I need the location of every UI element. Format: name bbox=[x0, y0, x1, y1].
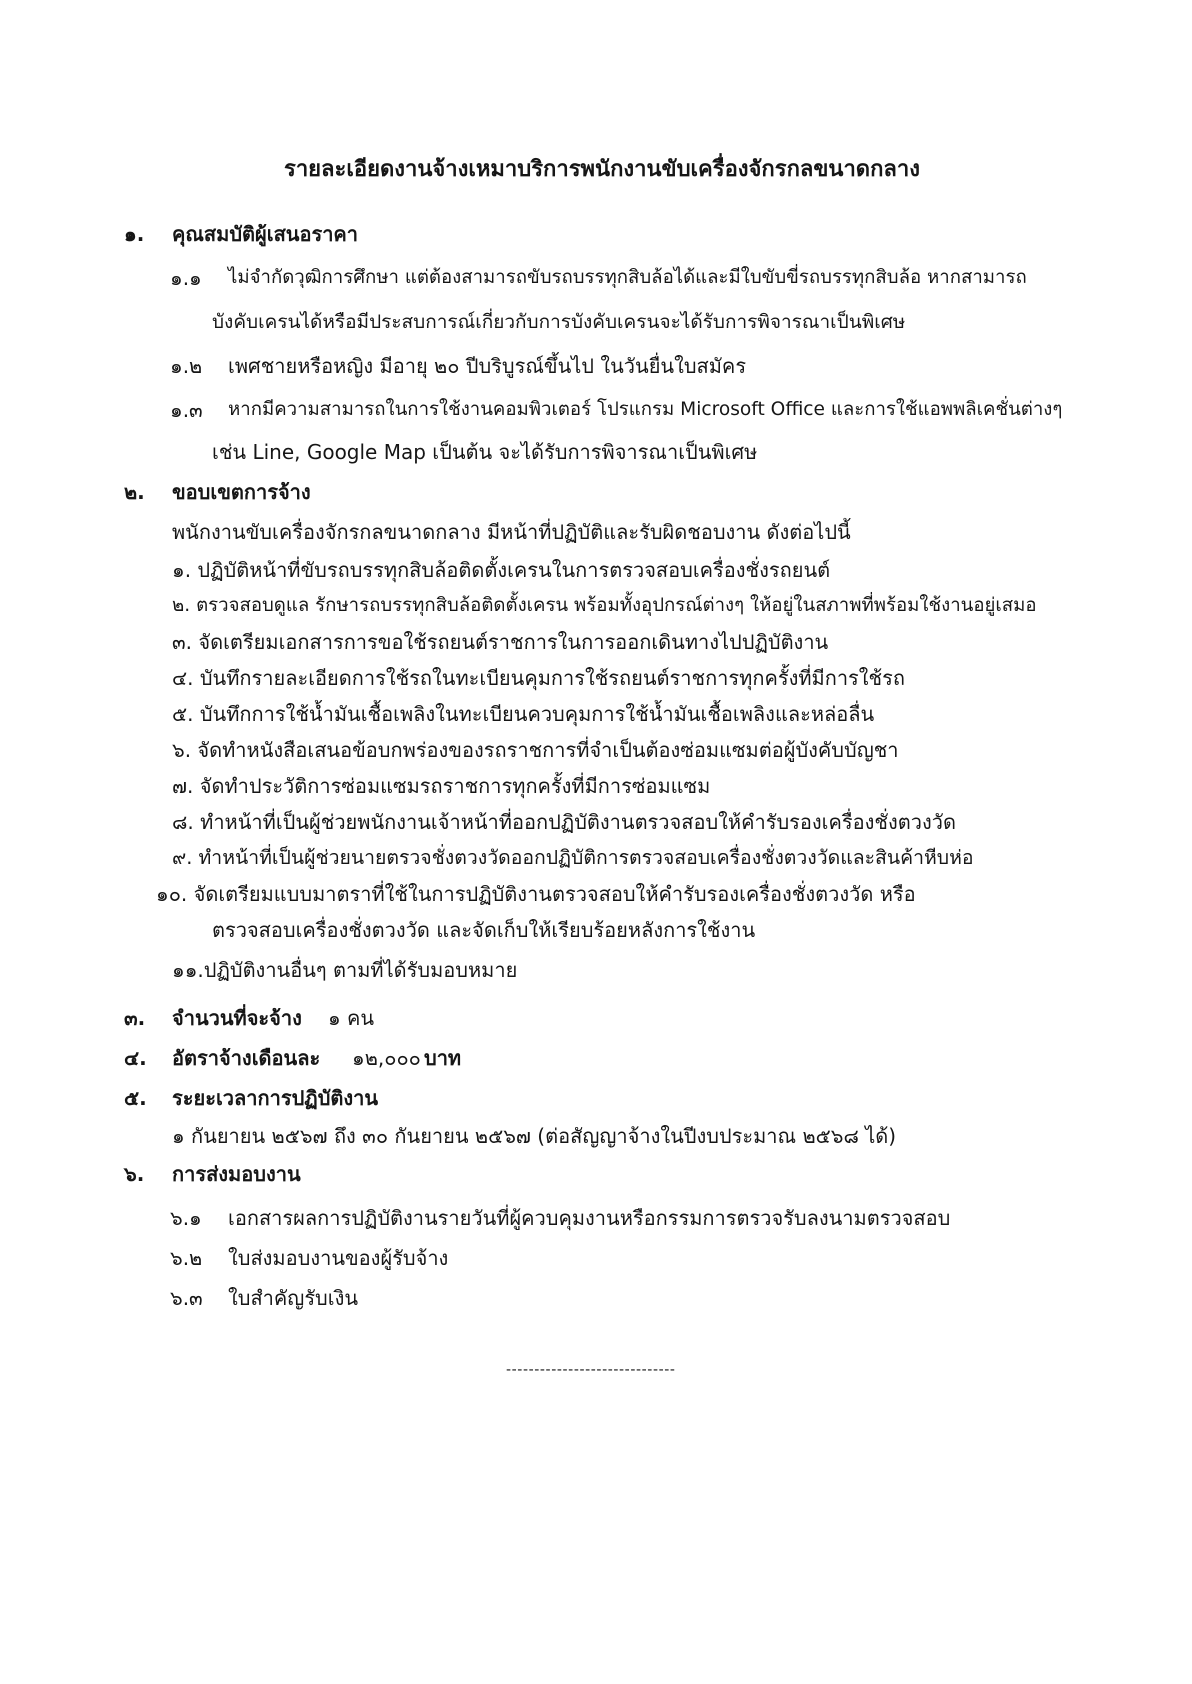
item-1-1-line1: ไม่จำกัดวุฒิการศึกษา แต่ต้องสามารถขับรถบรรทุกสิบล้อได้และมีใบขับขี่รถบรรทุกสิบล้อ หากสามารถ bbox=[228, 267, 1027, 288]
section5-period: ๑ กันยายน ๒๕๖๗ ถึง ๓๐ กันยายน ๒๕๖๗ (ต่อสัญญาจ้างในปีงบประมาณ ๒๕๖๘ ได้) bbox=[172, 1124, 897, 1148]
scope-item-10-cont: ตรวจสอบเครื่องชั่งตวงวัด และจัดเก็บให้เรียบร้อยหลังการใช้งาน bbox=[212, 918, 756, 942]
item-1-2-line1: เพศชายหรือหญิง มีอายุ ๒๐ ปีบริบูรณ์ขึ้นไป ในวันยื่นใบสมัคร bbox=[228, 354, 747, 378]
scope-item-11: ๑๑.ปฏิบัติงานอื่นๆ ตามที่ได้รับมอบหมาย bbox=[172, 958, 518, 982]
document-title: รายละเอียดงานจ้างเหมาบริการพนักงานขับเครื่องจักรกลขนาดกลาง bbox=[284, 157, 920, 182]
scope-item-10: ๑๐. จัดเตรียมแบบมาตราที่ใช้ในการปฏิบัติงานตรวจสอบให้คำรับรองเครื่องชั่งตวงวัด หรือ bbox=[156, 882, 916, 906]
item-6-3-number: ๖.๓ bbox=[170, 1286, 203, 1310]
section4-number: ๔. bbox=[124, 1046, 147, 1070]
item-6-2-text: ใบส่งมอบงานของผู้รับจ้าง bbox=[228, 1246, 449, 1270]
section5-heading: ระยะเวลาการปฏิบัติงาน bbox=[172, 1086, 379, 1110]
item-6-2-number: ๖.๒ bbox=[170, 1246, 203, 1270]
section6-heading: การส่งมอบงาน bbox=[172, 1162, 301, 1186]
item-1-3-line2: เช่น Line, Google Map เป็นต้น จะได้รับการพิจารณาเป็นพิเศษ bbox=[212, 440, 758, 464]
item-1-3-number: ๑.๓ bbox=[170, 398, 203, 422]
section2-heading: ขอบเขตการจ้าง bbox=[172, 480, 311, 504]
item-6-1-text: เอกสารผลการปฏิบัติงานรายวันที่ผู้ควบคุมงานหรือกรรมการตรวจรับลงนามตรวจสอบ bbox=[228, 1206, 951, 1230]
item-1-3-line1: หากมีความสามารถในการใช้งานคอมพิวเตอร์ โปรแกรม Microsoft Office และการใช้แอพพลิเคชั่นต่างๆ bbox=[228, 399, 1063, 420]
scope-item-1: ๑. ปฏิบัติหน้าที่ขับรถบรรทุกสิบล้อติดตั้งเครนในการตรวจสอบเครื่องชั่งรถยนต์ bbox=[172, 558, 831, 582]
item-6-1-number: ๖.๑ bbox=[170, 1206, 202, 1230]
salary-unit: บาท bbox=[424, 1046, 462, 1070]
section2-intro: พนักงานขับเครื่องจักรกลขนาดกลาง มีหน้าที่ปฏิบัติและรับผิดชอบงาน ดังต่อไปนี้ bbox=[172, 520, 851, 544]
scope-item-8: ๘. ทำหน้าที่เป็นผู้ช่วยพนักงานเจ้าหน้าที่ออกปฏิบัติงานตรวจสอบให้คำรับรองเครื่องชั่งตวงวัด bbox=[172, 810, 956, 834]
section4-heading: อัตราจ้างเดือนละ bbox=[172, 1046, 321, 1070]
section2-number: ๒. bbox=[124, 480, 145, 504]
end-divider: ------------------------------ bbox=[506, 1362, 676, 1378]
item-1-2-number: ๑.๒ bbox=[170, 354, 203, 378]
scope-item-7: ๗. จัดทำประวัติการซ่อมแซมรถราชการทุกครั้งที่มีการซ่อมแซม bbox=[172, 774, 711, 798]
scope-item-3: ๓. จัดเตรียมเอกสารการขอใช้รถยนต์ราชการในการออกเดินทางไปปฏิบัติงาน bbox=[172, 630, 829, 654]
section1-heading: คุณสมบัติผู้เสนอราคา bbox=[172, 222, 359, 246]
scope-item-4: ๔. บันทึกรายละเอียดการใช้รถในทะเบียนคุมการใช้รถยนต์ราชการทุกครั้งที่มีการใช้รถ bbox=[172, 666, 905, 690]
section5-number: ๕. bbox=[124, 1086, 147, 1110]
salary-value: ๑๒,๐๐๐ bbox=[352, 1046, 421, 1070]
item-1-1-number: ๑.๑ bbox=[170, 266, 202, 290]
section3-heading: จำนวนที่จะจ้าง bbox=[172, 1006, 302, 1030]
item-1-1-line2: บังคับเครนได้หรือมีประสบการณ์เกี่ยวกับการบังคับเครนจะได้รับการพิจารณาเป็นพิเศษ bbox=[212, 311, 906, 333]
scope-item-2: ๒. ตรวจสอบดูแล รักษารถบรรทุกสิบล้อติดตั้งเครน พร้อมทั้งอุปกรณ์ต่างๆ ให้อยู่ในสภาพที่พร้อมใช้งานอยู่เสมอ bbox=[172, 595, 1037, 616]
section6-number: ๖. bbox=[124, 1162, 145, 1186]
scope-item-9: ๙. ทำหน้าที่เป็นผู้ช่วยนายตรวจชั่งตวงวัดออกปฏิบัติการตรวจสอบเครื่องชั่งตวงวัดและสินค้าหีบห่อ bbox=[172, 846, 974, 869]
item-6-3-text: ใบสำคัญรับเงิน bbox=[228, 1286, 359, 1310]
section1-number: ๑. bbox=[124, 222, 145, 246]
scope-item-5: ๕. บันทึกการใช้น้ำมันเชื้อเพลิงในทะเบียนควบคุมการใช้น้ำมันเชื้อเพลิงและหล่อลื่น bbox=[172, 702, 875, 726]
section3-number: ๓. bbox=[124, 1006, 146, 1030]
scope-item-6: ๖. จัดทำหนังสือเสนอข้อบกพร่องของรถราชการที่จำเป็นต้องซ่อมแซมต่อผู้บังคับบัญชา bbox=[172, 738, 899, 762]
section3-value: ๑ คน bbox=[328, 1006, 375, 1030]
